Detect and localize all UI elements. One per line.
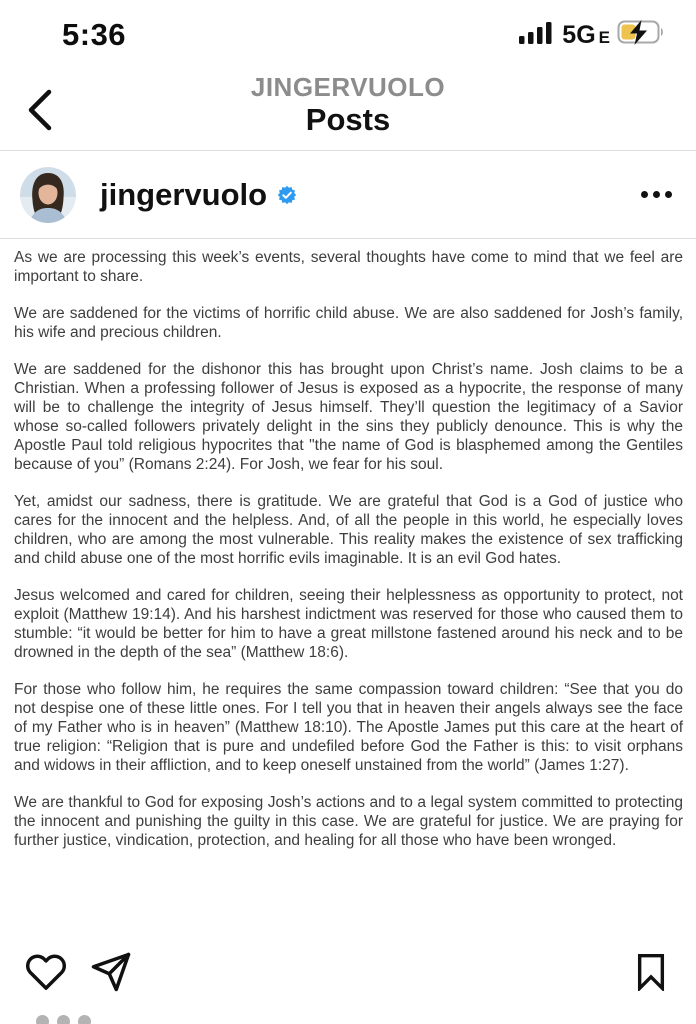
paper-plane-icon [90,981,132,996]
post-action-bar [25,951,668,996]
post-username[interactable]: jingervuolo [100,176,268,212]
heart-icon [25,981,67,996]
share-button[interactable] [90,951,132,996]
paragraph: We are thankful to God for exposing Josh’s actions and to a legal system committed to protecting the innocent and punishing the guilty in this case. We are grateful for justice. We are praying for further justice, vindication, protection, and healing for all those who have been wronged. [14,794,683,849]
loading-dots-icon [36,1015,91,1024]
post-body-text [14,248,683,868]
profile-name-header: JINGERVUOLO [250,72,446,102]
nav-titles [0,72,696,138]
paragraph: Jesus welcomed and cared for children, seeing their helplessness as opportunity to protect, not exploit (Matthew 19:14). And his harshest indictment was reserved for those who caused them to stumble: “it would be better for him to have a great millstone fastened around his neck and to be drowned in the depth of the sea” (Matthew 18:6). [14,587,683,661]
network-suffix-label: E [598,27,610,47]
post-header-divider [0,238,696,239]
verified-badge-icon [277,185,297,210]
like-button[interactable] [25,951,67,996]
cellular-signal-icon [519,21,553,50]
status-bar [0,12,696,58]
post-header [0,151,696,238]
network-type-label: 5G E [562,20,610,49]
nav-bar [0,66,696,150]
clock-time: 5:36 [62,17,127,52]
paragraph: As we are processing this week’s events, several thoughts have come to mind that we feel are important to share. [14,249,683,285]
paragraph: Yet, amidst our sadness, there is gratitude. We are grateful that God is a God of justice who cares for the innocent and the helpless. And, of all the people in this world, he especially loves children, who are among the most vulnerable. This reality makes the existence of sex trafficking and child abuse one of the most horrific evils imaginable. It is an evil God hates. [14,493,683,567]
battery-charging-icon [617,20,666,50]
paragraph: We are saddened for the dishonor this has brought upon Christ’s name. Josh claims to be a Christian. When a professing follower of Jesus is exposed as a hypocrite, the response of many will be to challenge the integrity of Jesus himself. They’ll question the legitimacy of a Savior whose so-called followers privately delight in the sins they publicly denounce. This is why the Apostle Paul told religious hypocrites that "the name of God is blasphemed among the Gentiles because of you” (Romans 2:24). For Josh, we fear for his soul. [14,361,683,473]
paragraph: For those who follow him, he requires the same compassion toward children: “See that you do not despise one of these little ones. For I tell you that in heaven their angels always see the face of my Father who is in heaven” (Matthew 18:10). The Apostle James put this care at the heart of true religion: “Religion that is pure and undefiled before God the Father is this: to visit orphans and widows in their affliction, and to keep oneself unstained from the world” (James 1:27). [14,681,683,774]
avatar[interactable] [20,167,76,223]
save-button[interactable] [634,953,668,994]
status-bar-indicators [519,20,666,50]
more-options-button[interactable] [641,185,672,204]
page-title: Posts [305,102,391,137]
bookmark-icon [634,979,668,994]
paragraph: We are saddened for the victims of horrific child abuse. We are also saddened for Josh’s family, his wife and precious children. [14,305,683,341]
